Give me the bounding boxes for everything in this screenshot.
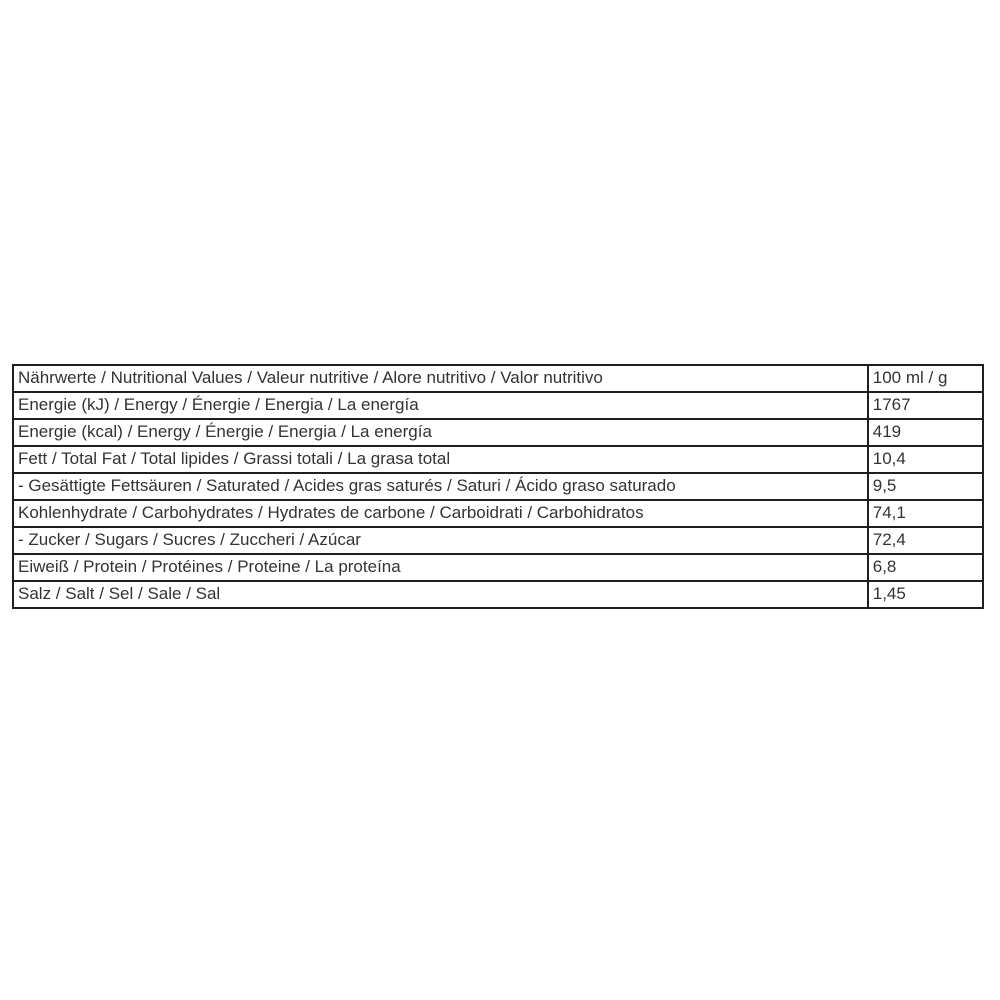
nutrient-value: 10,4 [868, 446, 983, 473]
table-row-carbohydrates [13, 500, 983, 527]
nutrient-value: 1,45 [868, 581, 983, 608]
nutrient-label: Kohlenhydrate / Carbohydrates / Hydrates de carbone / Carboidrati / Carbohidratos [13, 500, 868, 527]
table-row-header [13, 365, 983, 392]
nutrient-value: 419 [868, 419, 983, 446]
table-row-fat [13, 446, 983, 473]
table-row-sugars [13, 527, 983, 554]
table-row-energy-kcal [13, 419, 983, 446]
nutrient-value: 72,4 [868, 527, 983, 554]
nutrient-label: Nährwerte / Nutritional Values / Valeur nutritive / Alore nutritivo / Valor nutritivo [13, 365, 868, 392]
nutrient-label: Salz / Salt / Sel / Sale / Sal [13, 581, 868, 608]
nutrient-label: Energie (kcal) / Energy / Énergie / Energia / La energía [13, 419, 868, 446]
nutrient-label: Energie (kJ) / Energy / Énergie / Energia / La energía [13, 392, 868, 419]
nutrient-label: - Zucker / Sugars / Sucres / Zuccheri / Azúcar [13, 527, 868, 554]
table-row-saturated-fat [13, 473, 983, 500]
nutrient-value: 6,8 [868, 554, 983, 581]
nutrient-value: 74,1 [868, 500, 983, 527]
table-row-energy-kj [13, 392, 983, 419]
nutrient-label: Fett / Total Fat / Total lipides / Grassi totali / La grasa total [13, 446, 868, 473]
nutrient-value: 1767 [868, 392, 983, 419]
nutrient-label: - Gesättigte Fettsäuren / Saturated / Acides gras saturés / Saturi / Ácido graso saturado [13, 473, 868, 500]
table-row-salt [13, 581, 983, 608]
nutrient-label: Eiweiß / Protein / Protéines / Proteine / La proteína [13, 554, 868, 581]
nutrient-value: 9,5 [868, 473, 983, 500]
nutrition-facts-table [12, 364, 984, 609]
table-row-protein [13, 554, 983, 581]
unit-header: 100 ml / g [868, 365, 983, 392]
